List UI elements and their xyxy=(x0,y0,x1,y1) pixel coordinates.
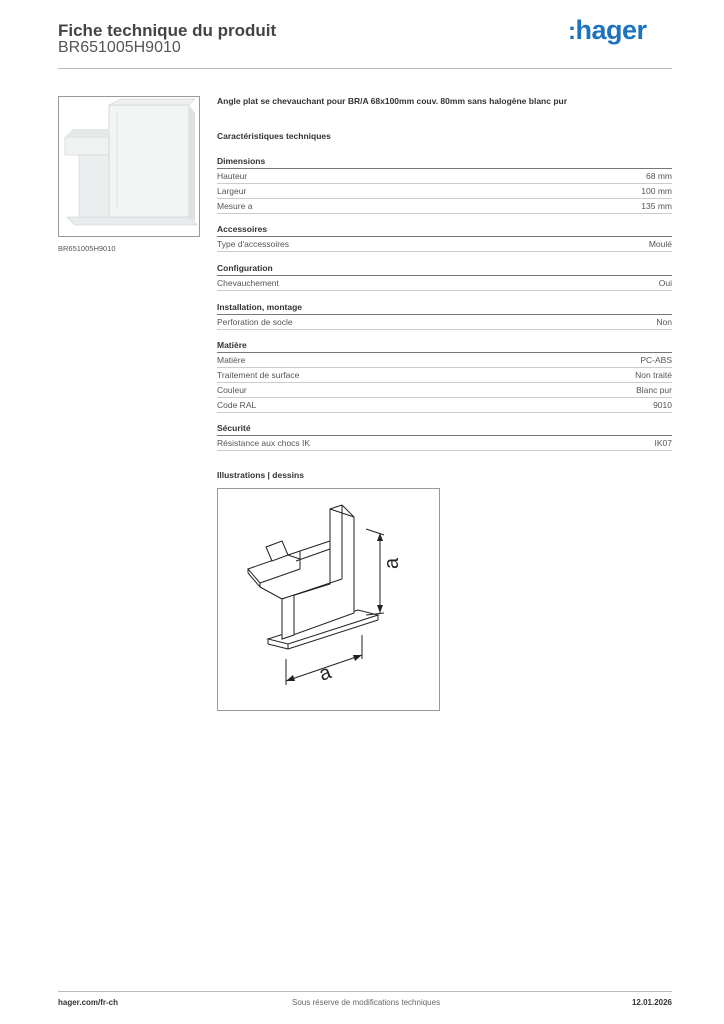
spec-row xyxy=(217,169,672,184)
product-code: BR651005H9010 xyxy=(58,39,181,56)
technical-drawing-image xyxy=(218,489,439,710)
hager-logo xyxy=(568,15,647,46)
spec-label: Couleur xyxy=(217,385,247,395)
spec-value: Non xyxy=(656,317,672,327)
spec-value: 68 mm xyxy=(646,171,672,181)
spec-value: Blanc pur xyxy=(636,385,672,395)
spec-value: 9010 xyxy=(653,400,672,410)
group-title-configuration: Configuration xyxy=(217,263,273,273)
illustrations-title: Illustrations | dessins xyxy=(217,470,304,480)
photo-caption: BR651005H9010 xyxy=(58,244,116,253)
group-title-installation: Installation, montage xyxy=(217,302,303,312)
spec-label: Chevauchement xyxy=(217,278,279,288)
spec-row xyxy=(217,315,672,330)
spec-row xyxy=(217,353,672,368)
header-divider xyxy=(58,68,672,69)
product-description: Angle plat se chevauchant pour BR/A 68x100mm couv. 80mm sans halogène blanc pur xyxy=(217,96,568,106)
footer-website[interactable]: hager.com/fr-ch xyxy=(58,998,119,1007)
spec-value: PC-ABS xyxy=(640,355,672,365)
spec-row xyxy=(217,368,672,383)
spec-row xyxy=(217,436,672,451)
spec-value: IK07 xyxy=(654,438,672,448)
group-title-accessoires: Accessoires xyxy=(217,224,268,234)
logo-prefix: : xyxy=(568,18,576,45)
spec-label: Matière xyxy=(217,355,246,365)
spec-label: Type d'accessoires xyxy=(217,239,290,249)
dimension-label-horizontal: a xyxy=(316,661,335,686)
group-title-securite: Sécurité xyxy=(217,423,251,433)
product-photo-image xyxy=(59,97,199,236)
spec-value: Oui xyxy=(658,278,672,288)
footer-note: Sous réserve de modifications techniques xyxy=(292,998,441,1007)
spec-label: Code RAL xyxy=(217,400,257,410)
spec-value: 135 mm xyxy=(641,201,672,211)
spec-row xyxy=(217,276,672,291)
product-photo xyxy=(58,96,200,237)
spec-label: Largeur xyxy=(217,186,247,196)
spec-label: Hauteur xyxy=(217,171,248,181)
spec-row xyxy=(217,199,672,214)
spec-row xyxy=(217,383,672,398)
group-title-dimensions: Dimensions xyxy=(217,156,266,166)
group-title-matiere: Matière xyxy=(217,340,247,350)
spec-row xyxy=(217,237,672,252)
page-title: Fiche technique du produit xyxy=(58,21,277,40)
spec-label: Perforation de socle xyxy=(217,317,293,327)
spec-label: Mesure a xyxy=(217,201,253,211)
footer-date: 12.01.2026 xyxy=(631,998,672,1007)
spec-row xyxy=(217,398,672,413)
technical-drawing xyxy=(217,488,440,711)
spec-label: Résistance aux chocs IK xyxy=(217,438,311,448)
spec-label: Traitement de surface xyxy=(217,370,300,380)
footer-divider xyxy=(58,991,672,992)
dimension-label-vertical: a xyxy=(381,557,403,569)
logo-text: hager xyxy=(575,15,647,45)
section-title: Caractéristiques techniques xyxy=(217,131,331,141)
spec-row xyxy=(217,184,672,199)
spec-value: Moulé xyxy=(648,239,672,249)
spec-value: Non traité xyxy=(635,370,672,380)
spec-value: 100 mm xyxy=(641,186,672,196)
